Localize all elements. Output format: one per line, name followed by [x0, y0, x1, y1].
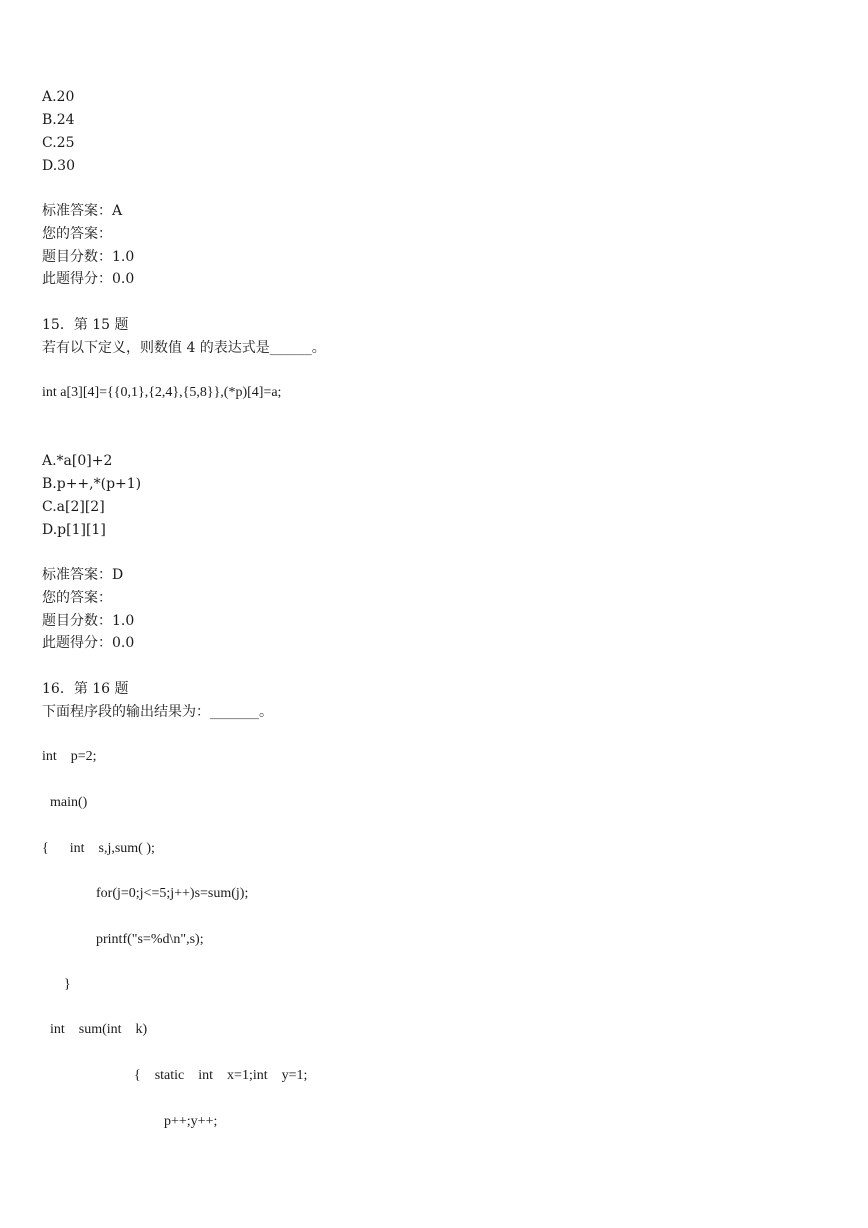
q15-option-a: A.*a[0]+2	[42, 453, 113, 469]
q16-code-line-5: printf("s=%d\n",s);	[96, 932, 204, 947]
q16-code-line-6: }	[64, 977, 71, 992]
q15-standard-answer: 标准答案：D	[42, 567, 124, 583]
q16-code-line-2: main()	[50, 795, 88, 810]
q14-question-score: 题目分数：1.0	[42, 249, 135, 265]
q16-code-line-3: { int s,j,sum( );	[42, 841, 155, 856]
q14-option-c: C.25	[42, 135, 75, 151]
q15-code: int a[3][4]={{0,1},{2,4},{5,8}},(*p)[4]=a;	[42, 385, 282, 400]
q16-code-line-4: for(j=0;j<=5;j++)s=sum(j);	[96, 886, 249, 901]
q14-option-a: A.20	[42, 89, 75, 105]
q15-question-score: 题目分数：1.0	[42, 613, 135, 629]
q16-prompt: 下面程序段的输出结果为：_______。	[42, 704, 273, 720]
q16-code-line-9: p++;y++;	[164, 1114, 218, 1129]
q15-option-c: C.a[2][2]	[42, 499, 105, 515]
q16-code-line-1: int p=2;	[42, 749, 97, 764]
q15-your-answer: 您的答案：	[42, 590, 112, 606]
q15-option-b: B.p++,*(p+1)	[42, 476, 142, 492]
q15-number: 15．第 15 题	[42, 317, 129, 333]
q15-score-obtained: 此题得分：0.0	[42, 635, 135, 651]
q16-number: 16．第 16 题	[42, 681, 129, 697]
q15-prompt: 若有以下定义，则数值 4 的表达式是______。	[42, 340, 326, 356]
q14-option-b: B.24	[42, 112, 75, 128]
q15-option-d: D.p[1][1]	[42, 522, 106, 538]
q14-standard-answer: 标准答案：A	[42, 203, 123, 219]
q16-code-line-7: int sum(int k)	[50, 1022, 148, 1037]
q16-code-line-8: { static int x=1;int y=1;	[134, 1068, 308, 1083]
q14-score-obtained: 此题得分：0.0	[42, 271, 135, 287]
q14-your-answer: 您的答案：	[42, 226, 112, 242]
q14-option-d: D.30	[42, 158, 75, 174]
